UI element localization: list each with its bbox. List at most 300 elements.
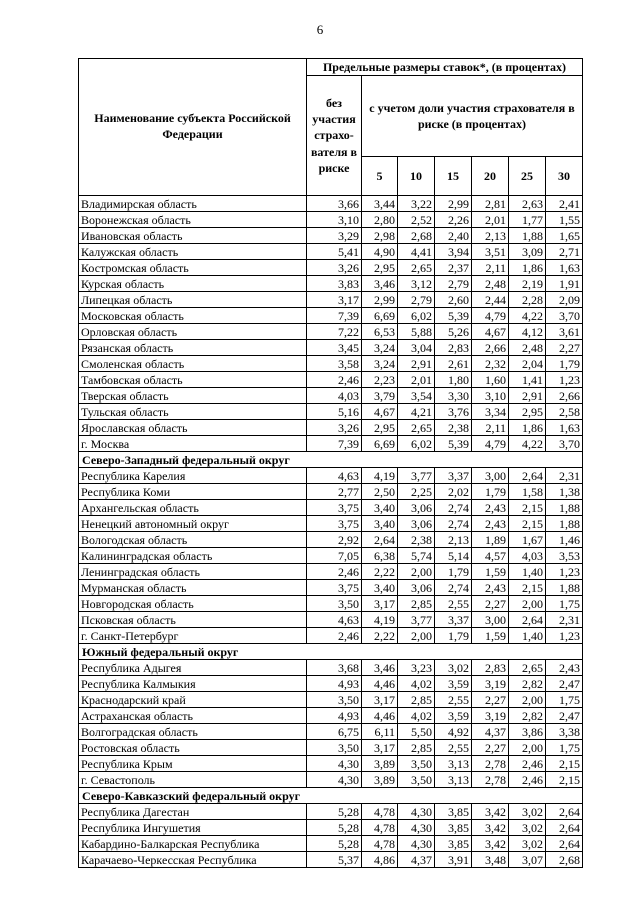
rate-share-cell: 2,46 bbox=[509, 772, 546, 788]
table-row bbox=[79, 212, 583, 228]
rate-base: 3,75 bbox=[307, 580, 362, 596]
rate-share-cell: 4,86 bbox=[362, 852, 398, 868]
rate-share-cell: 1,88 bbox=[546, 580, 583, 596]
rate-share-cell: 1,77 bbox=[509, 212, 546, 228]
rate-share-cell: 2,25 bbox=[398, 484, 435, 500]
column-header-share-25: 25 bbox=[509, 157, 546, 196]
rate-base: 4,63 bbox=[307, 468, 362, 484]
rate-share-cell: 3,24 bbox=[362, 356, 398, 372]
region-name: Ненецкий автономный округ bbox=[79, 516, 307, 532]
rate-share-cell: 6,02 bbox=[398, 436, 435, 452]
rate-base: 5,41 bbox=[307, 244, 362, 260]
table-row bbox=[79, 564, 583, 580]
rate-share-cell: 3,85 bbox=[435, 820, 472, 836]
region-name: Калининградская область bbox=[79, 548, 307, 564]
rate-base: 3,10 bbox=[307, 212, 362, 228]
rate-share-cell: 1,59 bbox=[472, 628, 509, 644]
rate-base: 7,22 bbox=[307, 324, 362, 340]
rate-share-cell: 1,55 bbox=[546, 212, 583, 228]
region-name: Архангельская область bbox=[79, 500, 307, 516]
table-row bbox=[79, 836, 583, 852]
table-row bbox=[79, 708, 583, 724]
rate-share-cell: 2,32 bbox=[472, 356, 509, 372]
rate-share-cell: 2,47 bbox=[546, 708, 583, 724]
rate-share-cell: 2,79 bbox=[398, 292, 435, 308]
rate-share-cell: 2,15 bbox=[546, 756, 583, 772]
rate-base: 3,66 bbox=[307, 196, 362, 212]
section-row bbox=[79, 788, 583, 804]
table-row bbox=[79, 820, 583, 836]
table-row bbox=[79, 436, 583, 452]
table-row bbox=[79, 260, 583, 276]
rate-share-cell: 3,17 bbox=[362, 596, 398, 612]
rate-share-cell: 2,66 bbox=[546, 388, 583, 404]
table-row bbox=[79, 852, 583, 868]
region-name: Тамбовская область bbox=[79, 372, 307, 388]
rate-base: 4,63 bbox=[307, 612, 362, 628]
rate-share-cell: 4,37 bbox=[472, 724, 509, 740]
rate-share-cell: 4,78 bbox=[362, 820, 398, 836]
rate-share-cell: 3,50 bbox=[398, 772, 435, 788]
rate-share-cell: 2,01 bbox=[472, 212, 509, 228]
rate-base: 3,50 bbox=[307, 596, 362, 612]
rate-share-cell: 2,43 bbox=[472, 516, 509, 532]
region-name: Республика Крым bbox=[79, 756, 307, 772]
rate-share-cell: 2,65 bbox=[509, 660, 546, 676]
rate-base: 6,75 bbox=[307, 724, 362, 740]
rate-base: 7,05 bbox=[307, 548, 362, 564]
rate-share-cell: 2,11 bbox=[472, 420, 509, 436]
table-row bbox=[79, 548, 583, 564]
region-name: Ленинградская область bbox=[79, 564, 307, 580]
region-name: Тверская область bbox=[79, 388, 307, 404]
rate-share-cell: 3,77 bbox=[398, 612, 435, 628]
rate-share-cell: 2,78 bbox=[472, 756, 509, 772]
rate-share-cell: 2,81 bbox=[472, 196, 509, 212]
region-name: Республика Карелия bbox=[79, 468, 307, 484]
rate-base: 2,92 bbox=[307, 532, 362, 548]
rate-share-cell: 2,26 bbox=[435, 212, 472, 228]
rate-share-cell: 2,58 bbox=[546, 404, 583, 420]
rate-share-cell: 2,22 bbox=[362, 564, 398, 580]
rate-share-cell: 4,57 bbox=[472, 548, 509, 564]
table-row bbox=[79, 772, 583, 788]
rate-share-cell: 3,51 bbox=[472, 244, 509, 260]
rate-share-cell: 1,79 bbox=[435, 564, 472, 580]
rate-share-cell: 3,54 bbox=[398, 388, 435, 404]
rate-share-cell: 4,12 bbox=[509, 324, 546, 340]
rate-share-cell: 1,60 bbox=[472, 372, 509, 388]
rate-share-cell: 6,11 bbox=[362, 724, 398, 740]
rate-share-cell: 3,37 bbox=[435, 468, 472, 484]
rate-share-cell: 3,44 bbox=[362, 196, 398, 212]
region-name: Ярославская область bbox=[79, 420, 307, 436]
rate-share-cell: 3,53 bbox=[546, 548, 583, 564]
rate-share-cell: 4,79 bbox=[472, 436, 509, 452]
rate-share-cell: 2,52 bbox=[398, 212, 435, 228]
rate-base: 5,28 bbox=[307, 820, 362, 836]
rate-base: 4,93 bbox=[307, 708, 362, 724]
rate-share-cell: 3,23 bbox=[398, 660, 435, 676]
column-header-share-15: 15 bbox=[435, 157, 472, 196]
region-name: г. Москва bbox=[79, 436, 307, 452]
rate-share-cell: 3,42 bbox=[472, 820, 509, 836]
table-row bbox=[79, 292, 583, 308]
rate-base: 2,46 bbox=[307, 564, 362, 580]
rate-share-cell: 1,23 bbox=[546, 564, 583, 580]
rate-share-cell: 2,91 bbox=[398, 356, 435, 372]
rate-share-cell: 3,76 bbox=[435, 404, 472, 420]
rate-share-cell: 3,48 bbox=[472, 852, 509, 868]
table-row bbox=[79, 596, 583, 612]
region-name: Костромская область bbox=[79, 260, 307, 276]
rate-share-cell: 2,91 bbox=[509, 388, 546, 404]
rate-base: 5,16 bbox=[307, 404, 362, 420]
rate-share-cell: 2,00 bbox=[509, 692, 546, 708]
rate-share-cell: 2,65 bbox=[398, 420, 435, 436]
region-name: Воронежская область bbox=[79, 212, 307, 228]
region-name: Волгоградская область bbox=[79, 724, 307, 740]
region-name: г. Севастополь bbox=[79, 772, 307, 788]
region-name: Ростовская область bbox=[79, 740, 307, 756]
rate-share-cell: 3,19 bbox=[472, 676, 509, 692]
rate-share-cell: 1,23 bbox=[546, 628, 583, 644]
rate-share-cell: 1,58 bbox=[509, 484, 546, 500]
rate-share-cell: 3,59 bbox=[435, 708, 472, 724]
rate-share-cell: 2,13 bbox=[472, 228, 509, 244]
rate-share-cell: 2,23 bbox=[362, 372, 398, 388]
column-header-share-5: 5 bbox=[362, 157, 398, 196]
rate-share-cell: 3,61 bbox=[546, 324, 583, 340]
table-row bbox=[79, 404, 583, 420]
rate-share-cell: 3,12 bbox=[398, 276, 435, 292]
rate-share-cell: 5,88 bbox=[398, 324, 435, 340]
rate-share-cell: 2,50 bbox=[362, 484, 398, 500]
rate-share-cell: 1,79 bbox=[472, 484, 509, 500]
section-title: Южный федеральный округ bbox=[79, 644, 583, 660]
rate-share-cell: 1,88 bbox=[546, 516, 583, 532]
rate-share-cell: 2,95 bbox=[509, 404, 546, 420]
region-name: Кабардино-Балкарская Республика bbox=[79, 836, 307, 852]
rate-share-cell: 4,19 bbox=[362, 468, 398, 484]
rate-share-cell: 3,50 bbox=[398, 756, 435, 772]
rate-share-cell: 3,22 bbox=[398, 196, 435, 212]
column-header-base: без участия страхо-вателя в риске bbox=[307, 76, 362, 196]
rate-share-cell: 2,47 bbox=[546, 676, 583, 692]
rate-share-cell: 2,40 bbox=[435, 228, 472, 244]
rate-share-cell: 4,67 bbox=[362, 404, 398, 420]
rate-share-cell: 2,38 bbox=[435, 420, 472, 436]
rate-share-cell: 2,00 bbox=[398, 628, 435, 644]
rate-share-cell: 2,31 bbox=[546, 468, 583, 484]
region-name: Ивановская область bbox=[79, 228, 307, 244]
rate-share-cell: 1,67 bbox=[509, 532, 546, 548]
table-header bbox=[79, 59, 583, 196]
rate-share-cell: 2,27 bbox=[472, 740, 509, 756]
rate-share-cell: 3,34 bbox=[472, 404, 509, 420]
region-name: Вологодская область bbox=[79, 532, 307, 548]
table-row bbox=[79, 388, 583, 404]
rate-share-cell: 3,85 bbox=[435, 804, 472, 820]
table-row bbox=[79, 804, 583, 820]
rate-share-cell: 2,46 bbox=[509, 756, 546, 772]
rate-share-cell: 4,30 bbox=[398, 820, 435, 836]
rate-base: 3,17 bbox=[307, 292, 362, 308]
region-name: Новгородская область bbox=[79, 596, 307, 612]
rate-share-cell: 2,83 bbox=[472, 660, 509, 676]
rate-share-cell: 2,65 bbox=[398, 260, 435, 276]
rate-base: 5,28 bbox=[307, 804, 362, 820]
rate-share-cell: 3,40 bbox=[362, 580, 398, 596]
rate-share-cell: 6,69 bbox=[362, 308, 398, 324]
region-name: Мурманская область bbox=[79, 580, 307, 596]
table-row bbox=[79, 580, 583, 596]
rate-share-cell: 2,37 bbox=[435, 260, 472, 276]
rate-share-cell: 2,64 bbox=[546, 804, 583, 820]
rate-share-cell: 3,30 bbox=[435, 388, 472, 404]
region-name: Орловская область bbox=[79, 324, 307, 340]
rate-share-cell: 2,85 bbox=[398, 692, 435, 708]
rate-base: 5,37 bbox=[307, 852, 362, 868]
rate-share-cell: 1,88 bbox=[509, 228, 546, 244]
rate-share-cell: 1,59 bbox=[472, 564, 509, 580]
column-header-share-10: 10 bbox=[398, 157, 435, 196]
rate-share-cell: 4,79 bbox=[472, 308, 509, 324]
rate-base: 2,46 bbox=[307, 628, 362, 644]
rate-share-cell: 1,46 bbox=[546, 532, 583, 548]
rate-base: 7,39 bbox=[307, 308, 362, 324]
rate-share-cell: 2,64 bbox=[546, 820, 583, 836]
rate-share-cell: 3,42 bbox=[472, 804, 509, 820]
rate-share-cell: 6,53 bbox=[362, 324, 398, 340]
region-name: Астраханская область bbox=[79, 708, 307, 724]
rate-share-cell: 2,31 bbox=[546, 612, 583, 628]
rate-share-cell: 4,19 bbox=[362, 612, 398, 628]
rate-share-cell: 3,86 bbox=[509, 724, 546, 740]
rate-share-cell: 4,78 bbox=[362, 836, 398, 852]
rate-share-cell: 4,67 bbox=[472, 324, 509, 340]
rate-share-cell: 4,46 bbox=[362, 708, 398, 724]
region-name: Тульская область bbox=[79, 404, 307, 420]
rate-share-cell: 3,46 bbox=[362, 660, 398, 676]
rate-share-cell: 6,02 bbox=[398, 308, 435, 324]
rate-base: 2,77 bbox=[307, 484, 362, 500]
table-row bbox=[79, 692, 583, 708]
rate-share-cell: 2,43 bbox=[472, 500, 509, 516]
rate-share-cell: 3,09 bbox=[509, 244, 546, 260]
rate-share-cell: 2,27 bbox=[472, 596, 509, 612]
rate-share-cell: 5,39 bbox=[435, 308, 472, 324]
table-row bbox=[79, 724, 583, 740]
rate-base: 3,75 bbox=[307, 500, 362, 516]
rate-share-cell: 4,02 bbox=[398, 676, 435, 692]
rate-share-cell: 4,03 bbox=[509, 548, 546, 564]
table-row bbox=[79, 612, 583, 628]
rate-share-cell: 3,85 bbox=[435, 836, 472, 852]
rate-share-cell: 3,79 bbox=[362, 388, 398, 404]
rate-base: 7,39 bbox=[307, 436, 362, 452]
rate-share-cell: 3,17 bbox=[362, 740, 398, 756]
rate-share-cell: 3,24 bbox=[362, 340, 398, 356]
rate-share-cell: 3,70 bbox=[546, 436, 583, 452]
table-row bbox=[79, 468, 583, 484]
rate-share-cell: 4,22 bbox=[509, 308, 546, 324]
rate-share-cell: 2,82 bbox=[509, 676, 546, 692]
rate-share-cell: 2,15 bbox=[509, 500, 546, 516]
rate-share-cell: 1,75 bbox=[546, 692, 583, 708]
rate-base: 5,28 bbox=[307, 836, 362, 852]
rate-share-cell: 1,75 bbox=[546, 596, 583, 612]
rate-share-cell: 2,19 bbox=[509, 276, 546, 292]
rate-share-cell: 1,65 bbox=[546, 228, 583, 244]
rate-share-cell: 2,74 bbox=[435, 580, 472, 596]
rate-share-cell: 2,60 bbox=[435, 292, 472, 308]
table-row bbox=[79, 756, 583, 772]
rate-share-cell: 3,02 bbox=[435, 660, 472, 676]
section-row bbox=[79, 452, 583, 468]
rate-share-cell: 3,38 bbox=[546, 724, 583, 740]
region-name: Краснодарский край bbox=[79, 692, 307, 708]
rate-share-cell: 3,46 bbox=[362, 276, 398, 292]
rate-share-cell: 3,59 bbox=[435, 676, 472, 692]
column-header-share-20: 20 bbox=[472, 157, 509, 196]
rate-share-cell: 2,00 bbox=[509, 596, 546, 612]
rate-share-cell: 3,77 bbox=[398, 468, 435, 484]
rate-share-cell: 3,94 bbox=[435, 244, 472, 260]
table-row bbox=[79, 516, 583, 532]
rate-share-cell: 2,68 bbox=[546, 852, 583, 868]
rate-base: 3,50 bbox=[307, 740, 362, 756]
rate-share-cell: 1,41 bbox=[509, 372, 546, 388]
rate-share-cell: 1,63 bbox=[546, 420, 583, 436]
rate-share-cell: 2,74 bbox=[435, 516, 472, 532]
table-row bbox=[79, 356, 583, 372]
rate-share-cell: 4,41 bbox=[398, 244, 435, 260]
rate-share-cell: 2,64 bbox=[362, 532, 398, 548]
rate-base: 3,26 bbox=[307, 420, 362, 436]
rate-base: 4,93 bbox=[307, 676, 362, 692]
rate-share-cell: 4,78 bbox=[362, 804, 398, 820]
rate-base: 3,83 bbox=[307, 276, 362, 292]
region-name: Республика Калмыкия bbox=[79, 676, 307, 692]
rate-share-cell: 3,37 bbox=[435, 612, 472, 628]
rate-share-cell: 2,63 bbox=[509, 196, 546, 212]
rate-share-cell: 3,06 bbox=[398, 516, 435, 532]
rate-share-cell: 2,79 bbox=[435, 276, 472, 292]
rate-share-cell: 3,42 bbox=[472, 836, 509, 852]
rate-share-cell: 3,89 bbox=[362, 772, 398, 788]
rate-share-cell: 2,99 bbox=[435, 196, 472, 212]
rate-share-cell: 3,13 bbox=[435, 756, 472, 772]
rate-share-cell: 2,00 bbox=[398, 564, 435, 580]
region-name: Владимирская область bbox=[79, 196, 307, 212]
rate-share-cell: 2,55 bbox=[435, 596, 472, 612]
region-name: Курская область bbox=[79, 276, 307, 292]
rate-share-cell: 3,06 bbox=[398, 580, 435, 596]
table-row bbox=[79, 676, 583, 692]
rate-share-cell: 3,00 bbox=[472, 468, 509, 484]
rate-share-cell: 2,48 bbox=[472, 276, 509, 292]
rate-share-cell: 3,06 bbox=[398, 500, 435, 516]
rate-share-cell: 3,02 bbox=[509, 804, 546, 820]
column-header-name: Наименование субъекта Российской Федерации bbox=[79, 59, 307, 196]
rate-share-cell: 2,11 bbox=[472, 260, 509, 276]
region-name: Карачаево-Черкесская Республика bbox=[79, 852, 307, 868]
rate-base: 3,75 bbox=[307, 516, 362, 532]
rate-share-cell: 1,79 bbox=[546, 356, 583, 372]
region-name: Калужская область bbox=[79, 244, 307, 260]
rate-share-cell: 3,19 bbox=[472, 708, 509, 724]
region-name: г. Санкт-Петербург bbox=[79, 628, 307, 644]
rate-share-cell: 2,28 bbox=[509, 292, 546, 308]
region-name: Рязанская область bbox=[79, 340, 307, 356]
rate-share-cell: 2,66 bbox=[472, 340, 509, 356]
rate-share-cell: 3,10 bbox=[472, 388, 509, 404]
rate-share-cell: 5,14 bbox=[435, 548, 472, 564]
rate-share-cell: 2,22 bbox=[362, 628, 398, 644]
rate-share-cell: 4,37 bbox=[398, 852, 435, 868]
rate-share-cell: 2,15 bbox=[509, 580, 546, 596]
rate-share-cell: 4,46 bbox=[362, 676, 398, 692]
rate-base: 3,26 bbox=[307, 260, 362, 276]
rate-share-cell: 2,85 bbox=[398, 740, 435, 756]
rate-base: 4,30 bbox=[307, 756, 362, 772]
rate-share-cell: 2,02 bbox=[435, 484, 472, 500]
rate-share-cell: 1,75 bbox=[546, 740, 583, 756]
rate-share-cell: 2,98 bbox=[362, 228, 398, 244]
section-title: Северо-Западный федеральный округ bbox=[79, 452, 583, 468]
rate-base: 2,46 bbox=[307, 372, 362, 388]
rate-base: 4,30 bbox=[307, 772, 362, 788]
rate-share-cell: 3,04 bbox=[398, 340, 435, 356]
rate-share-cell: 2,15 bbox=[546, 772, 583, 788]
rate-share-cell: 4,22 bbox=[509, 436, 546, 452]
rate-base: 3,45 bbox=[307, 340, 362, 356]
table-body bbox=[79, 196, 583, 868]
rate-share-cell: 2,85 bbox=[398, 596, 435, 612]
rate-share-cell: 5,74 bbox=[398, 548, 435, 564]
table-row bbox=[79, 420, 583, 436]
table-row bbox=[79, 308, 583, 324]
rate-base: 4,03 bbox=[307, 388, 362, 404]
rate-share-cell: 2,95 bbox=[362, 260, 398, 276]
rate-share-cell: 2,95 bbox=[362, 420, 398, 436]
region-name: Липецкая область bbox=[79, 292, 307, 308]
rate-share-cell: 2,80 bbox=[362, 212, 398, 228]
rate-share-cell: 4,21 bbox=[398, 404, 435, 420]
rates-table bbox=[78, 58, 583, 868]
rate-share-cell: 2,04 bbox=[509, 356, 546, 372]
rate-share-cell: 2,55 bbox=[435, 692, 472, 708]
rate-share-cell: 3,02 bbox=[509, 836, 546, 852]
rate-share-cell: 3,40 bbox=[362, 516, 398, 532]
rate-share-cell: 2,13 bbox=[435, 532, 472, 548]
rate-share-cell: 4,30 bbox=[398, 836, 435, 852]
rate-share-cell: 2,48 bbox=[509, 340, 546, 356]
rate-share-cell: 3,70 bbox=[546, 308, 583, 324]
region-name: Псковская область bbox=[79, 612, 307, 628]
rate-share-cell: 1,79 bbox=[435, 628, 472, 644]
table-row bbox=[79, 484, 583, 500]
rate-base: 3,68 bbox=[307, 660, 362, 676]
rate-share-cell: 2,64 bbox=[509, 612, 546, 628]
rate-share-cell: 2,78 bbox=[472, 772, 509, 788]
rate-base: 3,29 bbox=[307, 228, 362, 244]
rate-share-cell: 1,91 bbox=[546, 276, 583, 292]
rate-share-cell: 2,64 bbox=[546, 836, 583, 852]
rate-share-cell: 1,86 bbox=[509, 420, 546, 436]
column-header-share-group: с учетом доли участия страхователя в риске (в процентах) bbox=[362, 76, 583, 157]
